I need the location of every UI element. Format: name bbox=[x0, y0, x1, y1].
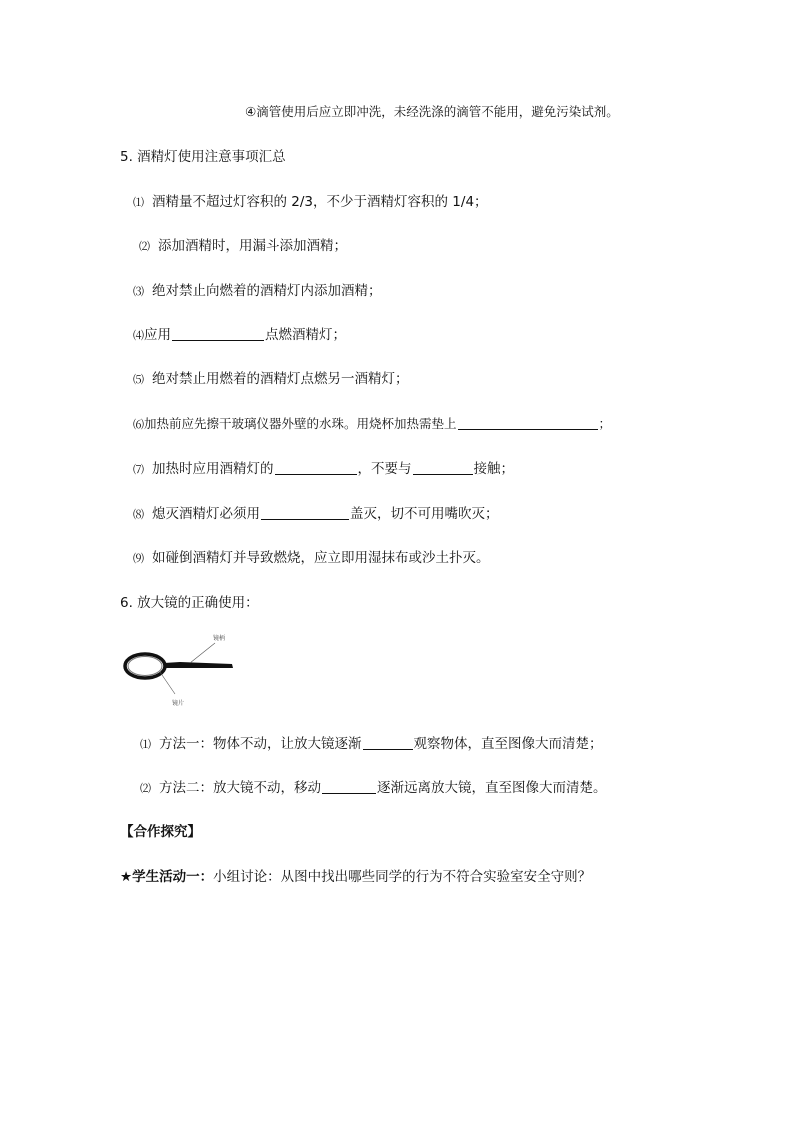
lamp-item-2: ⑵ 添加酒精时，用漏斗添加酒精； bbox=[139, 238, 347, 254]
lens-label: 镜片 bbox=[172, 700, 185, 707]
top-note: ④滴管使用后应立即冲洗，未经洗涤的滴管不能用，避免污染试剂。 bbox=[245, 104, 619, 119]
magnifier-figure bbox=[120, 628, 240, 712]
item-number: ⑵ bbox=[139, 240, 150, 253]
lamp-item-9: ⑼ 如碰倒酒精灯并导致燃烧，应立即用湿抹布或沙土扑灭。 bbox=[133, 550, 490, 566]
handle bbox=[164, 662, 233, 668]
item-number: ⑷ bbox=[133, 329, 144, 342]
answer-blank[interactable] bbox=[363, 735, 413, 750]
answer-blank[interactable] bbox=[413, 460, 473, 475]
item-number: ⑼ bbox=[133, 552, 144, 565]
lamp-item-3: ⑶ 绝对禁止向燃着的酒精灯内添加酒精； bbox=[133, 283, 382, 299]
lens-glass bbox=[128, 657, 162, 676]
item-number: ⑹ bbox=[133, 418, 144, 431]
item-number: ⑵ bbox=[140, 782, 151, 795]
answer-blank[interactable] bbox=[458, 415, 598, 430]
answer-blank[interactable] bbox=[261, 505, 349, 520]
lens-leader-line bbox=[160, 672, 175, 694]
handle-label: 镜柄 bbox=[213, 635, 226, 642]
item-number: ⑸ bbox=[133, 373, 144, 386]
item-number: ⑴ bbox=[140, 738, 151, 751]
lamp-item-8: ⑻ 熄灭酒精灯必须用 盖灭，切不可用嘴吹灭； bbox=[133, 506, 499, 522]
item-number: ⑶ bbox=[133, 285, 144, 298]
handle-leader-line bbox=[190, 643, 215, 663]
lamp-item-7: ⑺ 加热时应用酒精灯的 ，不要与 接触； bbox=[133, 461, 514, 477]
activity-label: ★学生活动一： bbox=[120, 869, 214, 885]
item-number: ⑴ bbox=[133, 196, 144, 209]
item-number: ⑻ bbox=[133, 508, 144, 521]
lamp-item-6: ⑹加热前应先擦干玻璃仪器外壁的水珠。用烧杯加热需垫上 ； bbox=[133, 416, 612, 431]
item-number: ⑺ bbox=[133, 463, 144, 476]
lamp-item-5: ⑸ 绝对禁止用燃着的酒精灯点燃另一酒精灯； bbox=[133, 371, 409, 387]
magnifier-item-2: ⑵ 方法二：放大镜不动，移动 逐渐远离放大镜，直至图像大而清楚。 bbox=[140, 780, 607, 796]
section-6-title: 6. 放大镜的正确使用： bbox=[120, 595, 259, 611]
section-5-title: 5. 酒精灯使用注意事项汇总 bbox=[120, 149, 286, 165]
student-activity bbox=[120, 868, 591, 886]
answer-blank[interactable] bbox=[172, 326, 264, 341]
lens-rim bbox=[125, 654, 165, 678]
lamp-item-4: ⑷应用 点燃酒精灯； bbox=[133, 327, 346, 343]
lamp-item-1: ⑴ 酒精量不超过灯容积的 2/3，不少于酒精灯容积的 1/4； bbox=[133, 194, 488, 210]
answer-blank[interactable] bbox=[322, 779, 376, 794]
cooperation-heading: 【合作探究】 bbox=[120, 824, 201, 840]
activity-text: 小组讨论：从图中找出哪些同学的行为不符合实验室安全守则？ bbox=[213, 869, 592, 885]
magnifier-item-1: ⑴ 方法一：物体不动，让放大镜逐渐 观察物体，直至图像大而清楚； bbox=[140, 736, 603, 752]
answer-blank[interactable] bbox=[275, 460, 357, 475]
